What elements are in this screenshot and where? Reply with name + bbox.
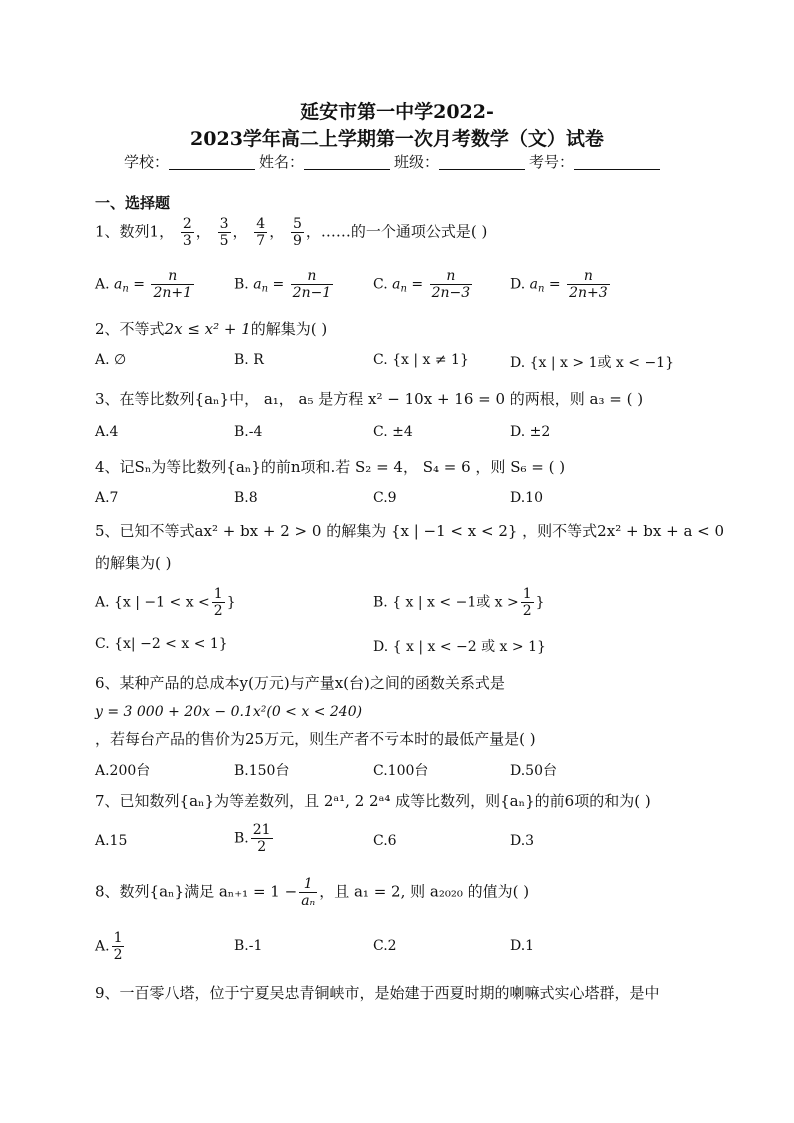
q1-f4-den: 9 [292,233,302,249]
q1-b-prefix: B. [234,276,254,293]
q8-option-c[interactable]: C.2 [373,938,397,954]
q1-b-eq: = [268,276,289,293]
q5-a-close: } [226,594,236,611]
q5-option-d[interactable]: D. { x | x < −2 或 x > 1} [373,639,546,655]
q8-a-num: 1 [113,930,123,946]
q1-d-prefix: D. [510,276,530,293]
q1-d-fraction [567,268,610,301]
q2-expression: 2x ≤ x² + 1 [164,320,251,338]
q1-c-eq: = [406,276,428,293]
q2-option-c[interactable]: C. {x | x ≠ 1} [373,352,469,368]
q1-f1-num: 2 [182,216,192,232]
q1-option-a[interactable] [95,268,196,301]
q1-a-lhs: a [114,276,123,293]
question-5-stem-line2: 的解集为( ) [95,554,172,572]
q8-stem-start: 8、数列{aₙ}满足 aₙ₊₁ = 1 − [95,882,298,901]
question-1-stem: 1、数列1， $\frac{2}{3}$ ， $\frac{3}{5}$ ， $\frac{4}{7}$ ， $\frac{5}{9}$ ，……的一个通项公式是( ) [95,216,488,249]
q5-b-text: B. { x | x < −1或 x > [373,594,519,611]
q7-option-c[interactable]: C.6 [373,833,397,849]
q1-b-fraction [291,268,334,301]
q5-a-num: 1 [213,586,223,602]
q1-a-sub: n [122,283,129,295]
q1-stem-start: 1、数列1， [95,222,175,241]
q5-b-num: 1 [522,586,532,602]
q5-option-b[interactable] [373,586,545,619]
q1-b-num: n [307,268,317,284]
q8-option-d[interactable]: D.1 [510,938,535,954]
name-label: 姓名： [259,153,305,171]
q1-c-fraction [430,268,473,301]
q8-a-den: 2 [113,947,123,963]
q6-option-c[interactable]: C.100台 [373,763,429,779]
q1-c-lhs: a [392,276,401,293]
q5-option-c[interactable]: C. {x| −2 < x < 1} [95,636,228,652]
question-3-stem: 3、在等比数列{aₙ}中， a₁， a₅ 是方程 x² − 10x + 16 = 0 的两根，则 a₃ = ( ) [95,390,644,408]
q5-option-a[interactable] [95,586,236,619]
q8-stem-end: ，且 a₁ = 2, 则 a₂₀₂₀ 的值为( ) [319,882,530,901]
q1-a-prefix: A. [95,276,115,293]
q3-option-c[interactable]: C. ±4 [373,424,413,440]
q8-option-b[interactable]: B.-1 [234,938,263,954]
q1-c-sub: n [400,283,407,295]
q2-option-d[interactable]: D. {x | x > 1或 x < −1} [510,355,675,371]
section-heading: 一、选择题 [95,194,171,212]
q5-b-fraction [521,586,534,619]
q1-f1-den: 3 [182,233,192,249]
q4-option-b[interactable]: B.8 [234,490,258,506]
q5-a-den: 2 [213,603,223,619]
exam-title-line2: 2023学年高二上学期第一次月考数学（文）试卷 [190,128,604,150]
exam-title-line1: 延安市第一中学2022- [300,101,494,123]
q7-b-den: 2 [251,838,273,855]
name-blank [304,153,390,170]
q7-option-d[interactable]: D.3 [510,833,535,849]
q1-f2-num: 3 [219,216,229,232]
q3-option-a[interactable]: A.4 [95,424,119,440]
q1-fraction-2 [218,216,231,249]
q1-fraction-4 [291,216,304,249]
q2-option-a[interactable]: A. ∅ [95,352,127,368]
question-7-stem: 7、已知数列{aₙ}为等差数列，且 2ᵃ¹, 2 2ᵃ⁴ 成等比数列，则{aₙ}的前6项的和为( ) [95,792,651,810]
q1-c-num: n [446,268,456,284]
q1-c-prefix: C. [373,276,393,293]
q1-d-lhs: a [529,276,538,293]
q4-option-a[interactable]: A.7 [95,490,119,506]
q4-option-c[interactable]: C.9 [373,490,397,506]
q6-formula: y = 3 000 + 20x − 0.1x²(0 < x < 240) [95,704,363,720]
q1-a-eq: = [128,276,150,293]
question-8-stem [95,876,529,909]
q1-d-num: n [583,268,593,284]
q7-b-fraction [251,822,273,855]
q8-den: aₙ [301,893,316,909]
q3-option-d[interactable]: D. ±2 [510,424,551,440]
q1-a-num: n [168,268,178,284]
q2-option-b[interactable]: B. R [234,352,264,368]
q2-stem-end: 的解集为( ) [250,320,328,338]
q1-d-eq: = [544,276,566,293]
exam-number-blank [574,153,660,170]
q1-b-sub: n [261,283,269,295]
q1-b-den: 2n−1 [292,285,332,301]
q1-a-den: 2n+1 [153,285,193,301]
q7-option-b[interactable] [234,822,275,855]
q7-b-prefix: B. [234,830,249,847]
q1-fraction-3 [254,216,267,249]
school-label: 学校： [124,153,170,171]
question-2-stem [95,318,327,339]
q8-a-prefix: A. [95,938,110,955]
q1-d-den: 2n+3 [569,285,608,301]
q1-option-b[interactable] [234,268,335,301]
question-4-stem: 4、记Sₙ为等比数列{aₙ}的前n项和.若 S₂ = 4， S₄ = 6 ，则 S₆ = ( ) [95,458,566,476]
question-5-stem-line1: 5、已知不等式ax² + bx + 2 > 0 的解集为 {x | −1 < x < 2} ，则不等式2x² + bx + a < 0 [95,522,725,540]
q6-option-a[interactable]: A.200台 [95,763,151,779]
student-info-row [124,151,684,172]
school-blank [169,153,255,170]
q1-option-d[interactable] [510,268,612,301]
q2-stem-start: 2、不等式 [95,320,165,338]
q6-option-b[interactable]: B.150台 [234,763,290,779]
q8-fraction [299,876,317,909]
q5-b-close: } [535,594,545,611]
q8-num: 1 [303,876,313,892]
q4-option-d[interactable]: D.10 [510,490,543,506]
q7-option-a[interactable]: A.15 [95,833,128,849]
question-9-stem: 9、一百零八塔，位于宁夏吴忠青铜峡市，是始建于西夏时期的喇嘛式实心塔群，是中 [95,984,660,1002]
q3-option-b[interactable]: B.-4 [234,424,263,440]
q1-d-sub: n [538,283,545,295]
class-label: 班级： [394,153,440,171]
q1-c-den: 2n−3 [431,285,471,301]
exam-number-label: 考号： [529,153,575,171]
q1-f2-den: 5 [219,233,229,249]
q1-f3-num: 4 [256,216,266,232]
q1-option-c[interactable] [373,268,474,301]
q1-f3-den: 7 [256,233,266,249]
q8-a-fraction [112,930,125,963]
q1-fraction-1 [181,216,194,249]
q1-b-lhs: a [253,276,262,293]
q7-b-num: 21 [252,822,271,838]
q5-a-text: A. {x | −1 < x < [95,594,210,611]
q5-a-fraction [212,586,225,619]
q5-b-den: 2 [522,603,532,619]
q1-stem-end: ，……的一个通项公式是( ) [305,222,488,241]
q1-f4-num: 5 [292,216,302,232]
question-6-stem-line2: ，若每台产品的售价为25万元，则生产者不亏本时的最低产量是( ) [95,730,536,748]
q6-option-d[interactable]: D.50台 [510,763,557,779]
class-blank [439,153,525,170]
question-6-stem-line1: 6、某种产品的总成本y(万元)与产量x(台)之间的函数关系式是 [95,674,505,692]
q1-a-fraction [151,268,194,301]
q8-option-a[interactable] [95,930,126,963]
